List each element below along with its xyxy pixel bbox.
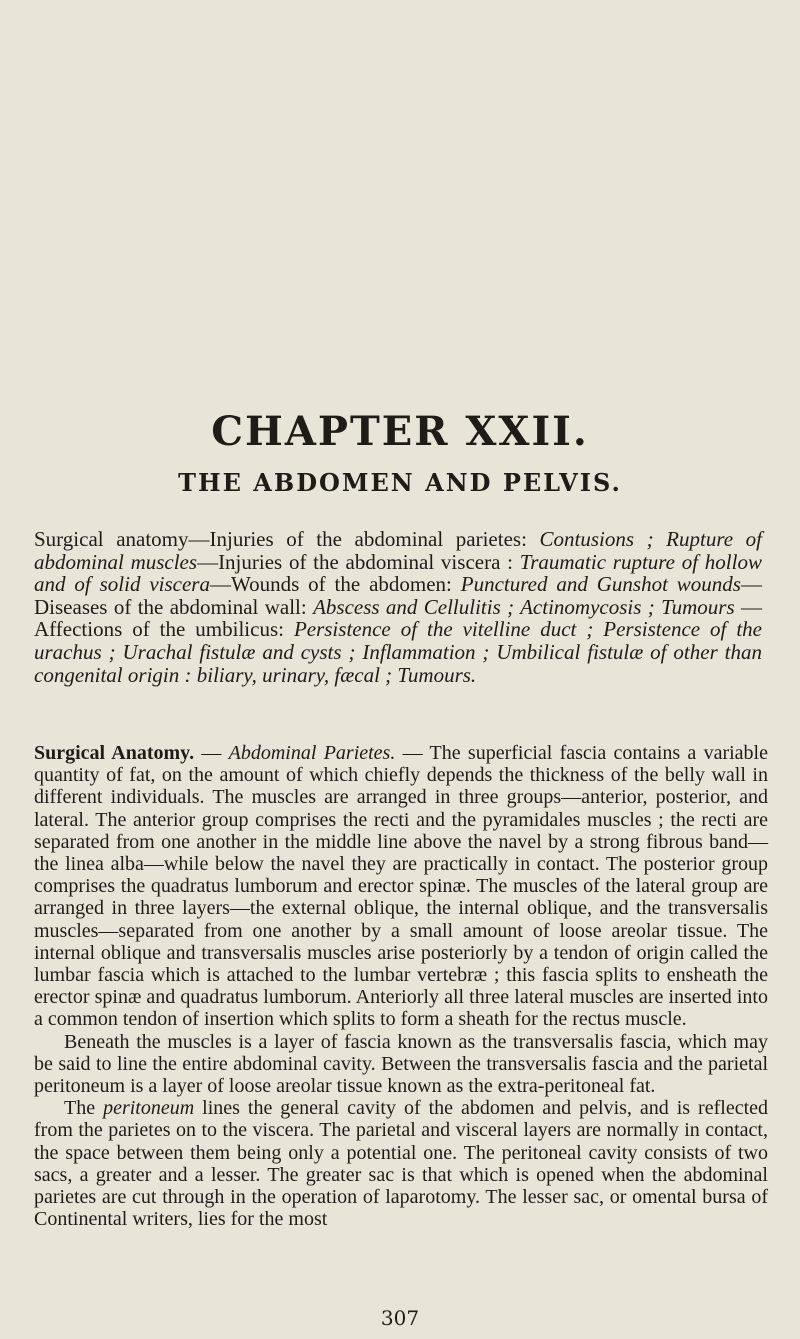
subsection-title: Abdominal Parietes.	[228, 742, 396, 764]
summary-segment-italic: Abscess and Cellulitis ; Actinomycosis ; Tumours	[313, 594, 735, 619]
paragraph-text: lines the general cavity of the abdomen and pelvis, and is reflected from the parietes on to the viscera. The parietal and visceral layers are normally in contact, the space between them being only a potential one. The peritoneal cavity consists of two sacs, a greater and a lesser. The greater sac is that which is opened when the abdominal parietes are cut through in the operation of laparotomy. The lesser sac, or omental bursa of Continental writers, lies for the most	[34, 1097, 769, 1231]
italic-term: peritoneum	[103, 1097, 195, 1120]
summary-segment: Surgical anatomy—Injuries of the abdominal parietes:	[34, 527, 540, 551]
paragraph-text: — The superficial fascia contains a variable quantity of fat, on the amount of which chiefly depends the thickness of the belly wall in different individuals. The muscles are arranged in three groups—anterior, posterior, and lateral. The anterior group comprises the recti and the pyramidales muscles ; the recti are separated from one another in the middle line above the navel by a strong fibrous band—the linea alba—while below the navel they are practically in contact. The posterior group comprises the quadratus lumborum and erector spinæ. The muscles of the lateral group are arranged in three layers—the external oblique, the internal oblique, and the transversalis muscles—separated from one another by a small amount of loose areolar tissue. The internal oblique and transversalis muscles arise posteriorly by a tendon of origin called the lumbar fascia which is attached to the lumbar vertebræ ; this fascia splits to ensheath the erector spinæ and quadratus lumborum. Anteriorly all three lateral muscles are inserted into a common tendon of insertion which splits to form a sheath for the rectus muscle.	[34, 742, 768, 1031]
summary-segment: —Injuries of the abdominal viscera :	[197, 549, 520, 574]
summary-segment-italic: Punctured and Gunshot wounds	[460, 572, 741, 597]
summary-segment-italic: Contusions ; Rupture of abdominal muscles	[34, 527, 762, 574]
chapter-heading: CHAPTER XXII.	[211, 408, 589, 455]
summary-segment-italic: Traumatic rupture of hollow and of solid viscera	[34, 549, 762, 597]
paragraph-surgical-anatomy	[34, 742, 768, 1031]
paragraph-text: The	[64, 1097, 104, 1120]
paragraph-transversalis-fascia: Beneath the muscles is a layer of fascia known as the transversalis fascia, which may be said to line the entire abdominal cavity. Between the transversalis fascia and the parietal peritoneum is a layer of loose areolar tissue known as the extra-peritoneal fat.	[34, 1030, 768, 1098]
summary-segment-italic: Persistence of the vitelline duct ; Persistence of the urachus ; Urachal fistulæ and cysts ; Inflammation ; Umbilical fistulæ of other than congenital origin : biliary, urinary, fæcal ; Tumours.	[34, 617, 763, 687]
section-lead: Surgical Anatomy.	[34, 742, 195, 764]
chapter-summary	[34, 528, 762, 686]
body-text	[34, 742, 768, 1230]
summary-segment: — Diseases of the abdominal wall:	[34, 572, 762, 619]
lead-dash: —	[194, 742, 229, 764]
summary-segment: —Affections of the umbilicus:	[34, 594, 763, 642]
chapter-subtitle: THE ABDOMEN AND PELVIS.	[178, 468, 622, 497]
page-number: 307	[380, 1306, 420, 1330]
paragraph-peritoneum	[34, 1097, 768, 1230]
summary-segment: —Wounds of the abdomen:	[209, 572, 461, 597]
